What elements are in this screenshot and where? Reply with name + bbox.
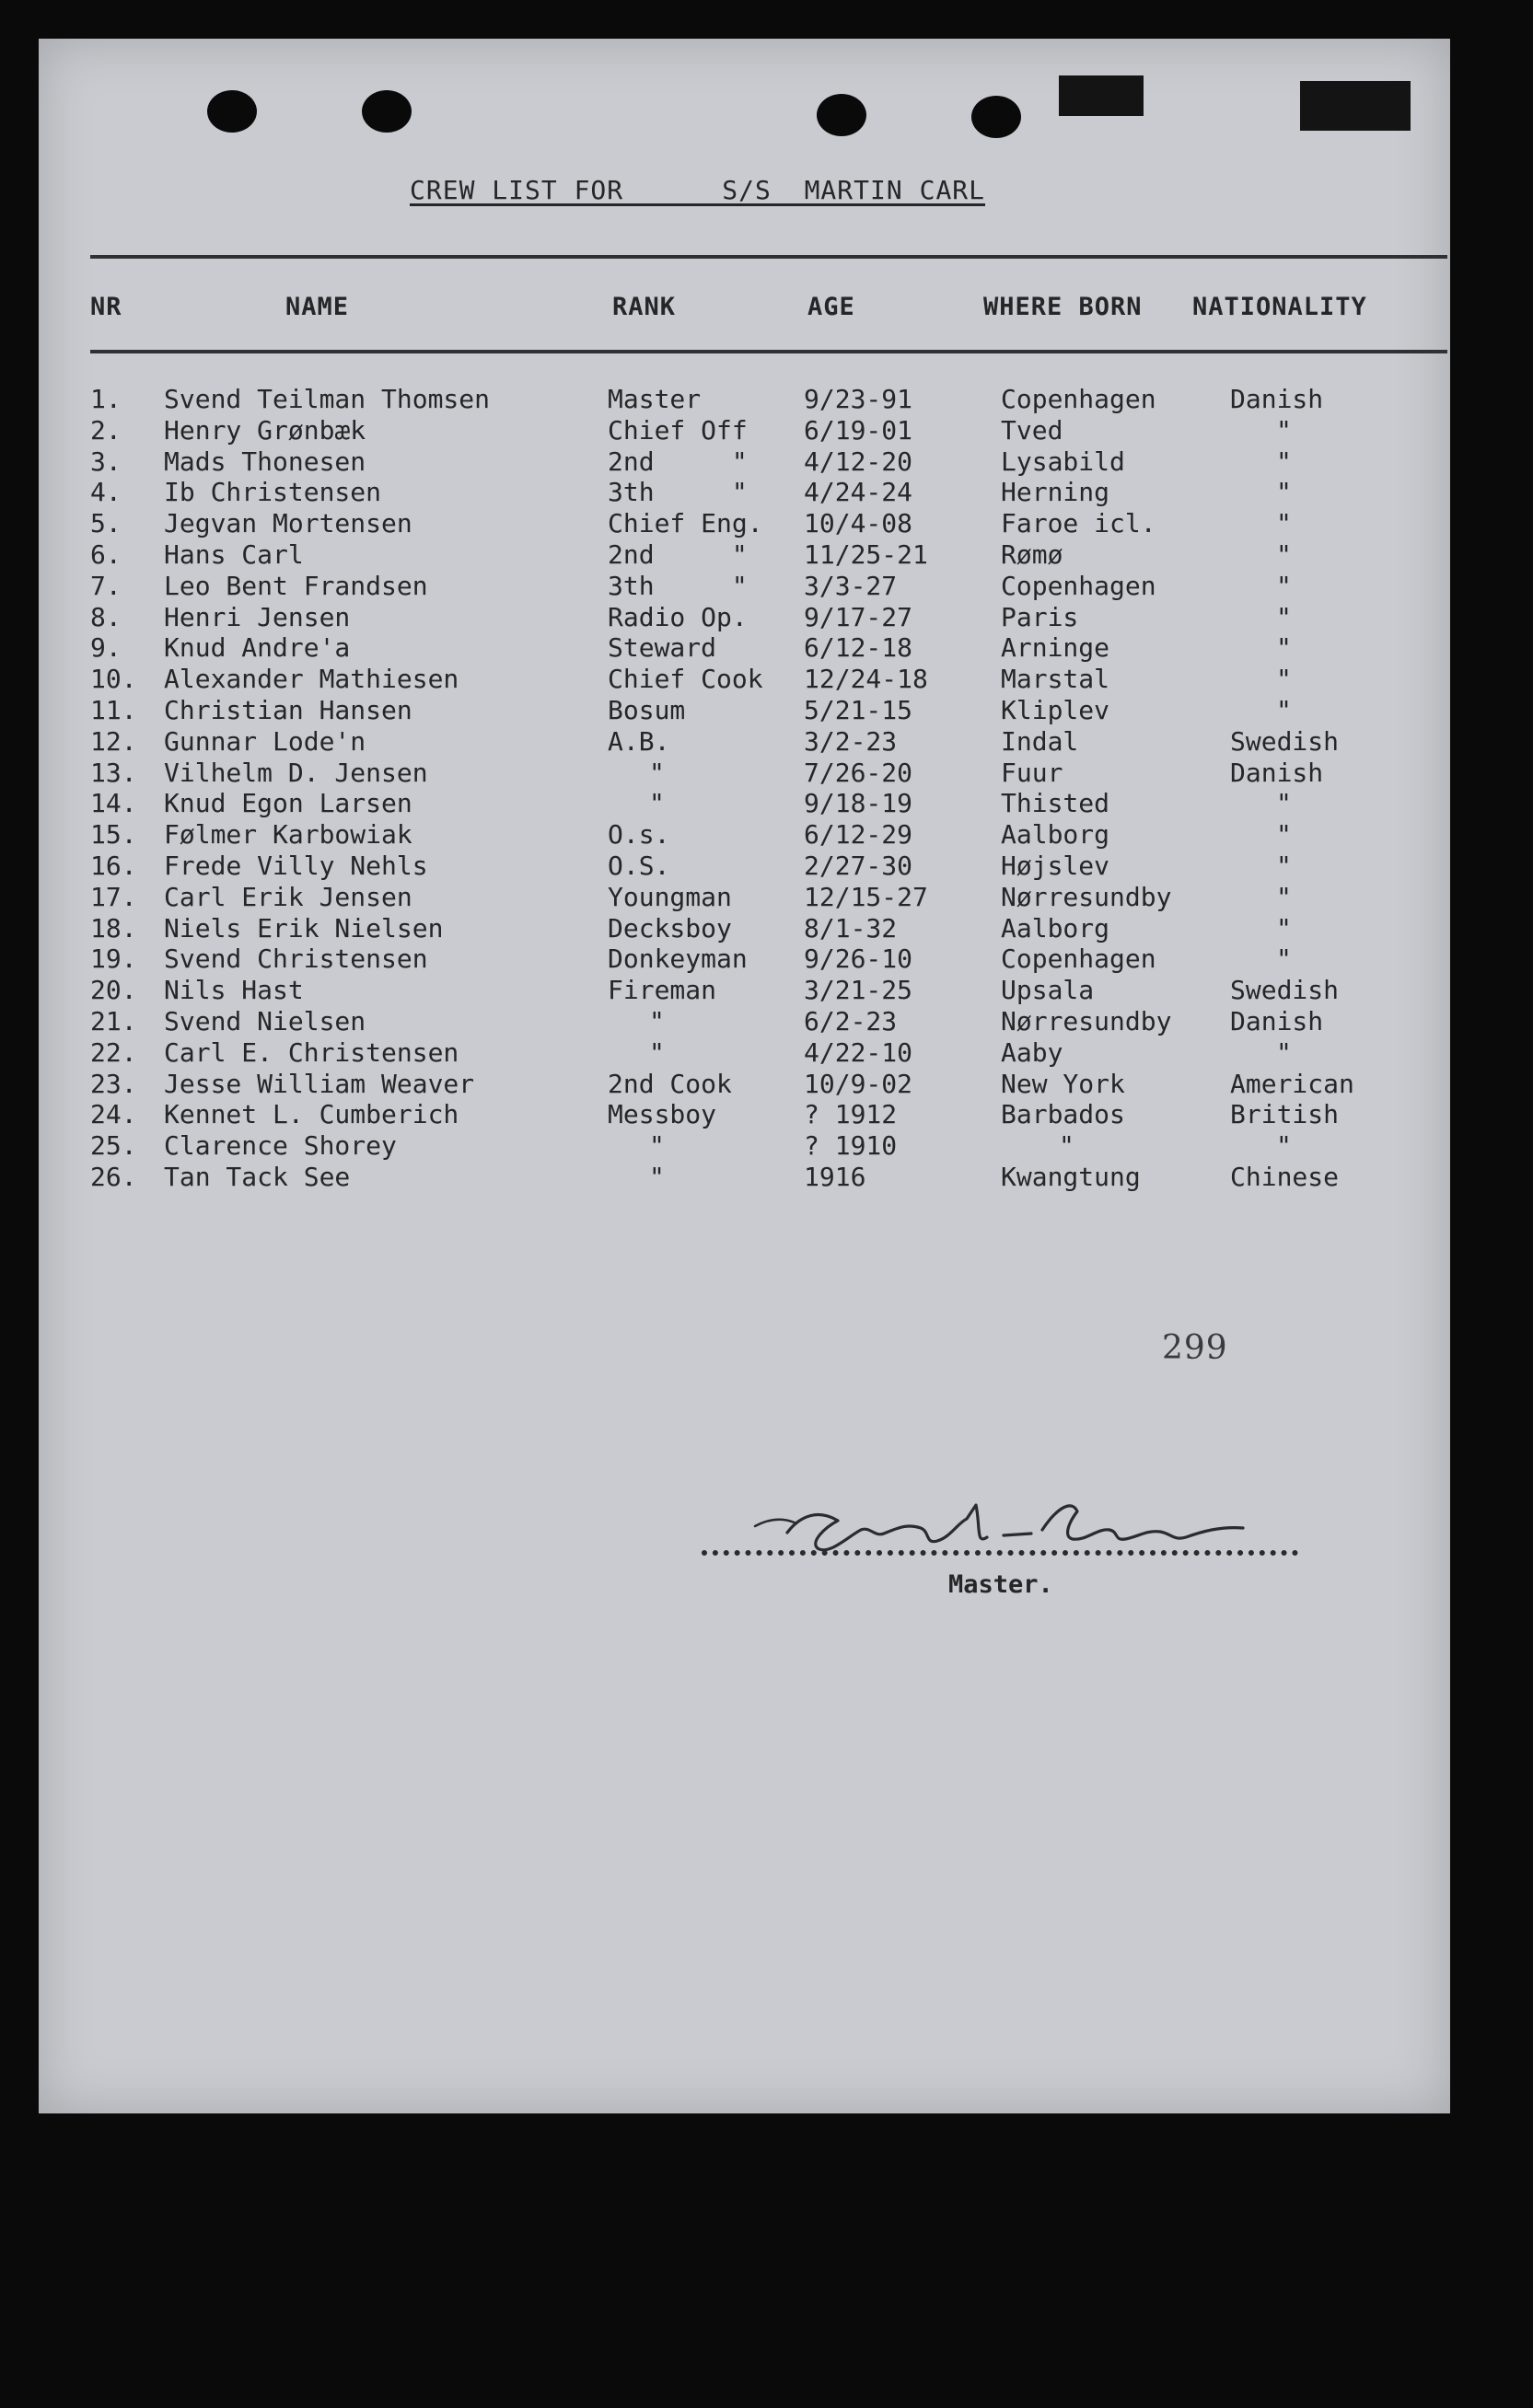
crew-rank: Radio Op. xyxy=(608,601,748,632)
table-row xyxy=(0,851,1533,882)
crew-birthplace: " xyxy=(1059,1130,1074,1162)
crew-number: 26. xyxy=(90,1161,137,1192)
crew-birthplace: Indal xyxy=(1001,725,1079,757)
table-row xyxy=(0,384,1533,415)
crew-rank: 2nd Cook xyxy=(608,1068,732,1099)
table-row xyxy=(0,415,1533,446)
crew-number: 4. xyxy=(90,477,122,508)
crew-rank: " xyxy=(649,1161,665,1192)
table-row xyxy=(0,632,1533,664)
crew-name: Ib Christensen xyxy=(164,477,382,508)
crew-name: Knud Egon Larsen xyxy=(164,788,412,819)
crew-birthplace: Faroe icl. xyxy=(1001,508,1156,539)
table-row xyxy=(0,944,1533,975)
crew-birthdate: 5/21-15 xyxy=(804,694,913,725)
crew-birthplace: Nørresundby xyxy=(1001,881,1172,912)
crew-nationality: British xyxy=(1230,1099,1340,1130)
table-row xyxy=(0,726,1533,758)
table-row xyxy=(0,508,1533,539)
crew-number: 19. xyxy=(90,944,137,975)
crew-name: Carl Erik Jensen xyxy=(164,881,412,912)
header-bottom-rule xyxy=(90,350,1447,353)
column-header-nationality: NATIONALITY xyxy=(1192,293,1367,321)
crew-birthdate: 6/12-18 xyxy=(804,632,913,664)
crew-birthdate: 4/24-24 xyxy=(804,477,913,508)
crew-rank: 3th " xyxy=(608,477,748,508)
page-number: 299 xyxy=(1162,1329,1228,1367)
tape-mark xyxy=(1300,81,1411,131)
crew-number: 16. xyxy=(90,850,137,881)
crew-rank: O.S. xyxy=(608,850,670,881)
column-header-name: NAME xyxy=(285,293,350,321)
crew-number: 6. xyxy=(90,538,122,570)
crew-nationality: " xyxy=(1276,944,1292,975)
crew-name: Nils Hast xyxy=(164,975,304,1006)
crew-name: Henri Jensen xyxy=(164,601,351,632)
crew-number: 7. xyxy=(90,570,122,601)
crew-rank: Steward xyxy=(608,632,717,664)
crew-birthplace: Kliplev xyxy=(1001,694,1110,725)
crew-name: Tan Tack See xyxy=(164,1161,351,1192)
crew-rank: Donkeyman xyxy=(608,944,748,975)
table-row xyxy=(0,882,1533,913)
crew-number: 10. xyxy=(90,664,137,695)
crew-birthdate: 2/27-30 xyxy=(804,850,913,881)
crew-rank: " xyxy=(649,1036,665,1068)
crew-birthplace: Aaby xyxy=(1001,1036,1063,1068)
crew-birthdate: ? 1910 xyxy=(804,1130,898,1162)
crew-birthplace: Lysabild xyxy=(1001,446,1125,477)
crew-nationality: Danish xyxy=(1230,757,1324,788)
crew-birthdate: 4/12-20 xyxy=(804,446,913,477)
crew-name: Henry Grønbæk xyxy=(164,414,366,446)
crew-birthdate: 3/21-25 xyxy=(804,975,913,1006)
crew-number: 23. xyxy=(90,1068,137,1099)
crew-birthplace: Højslev xyxy=(1001,850,1110,881)
crew-nationality: " xyxy=(1276,850,1292,881)
crew-birthdate: 8/1-32 xyxy=(804,912,898,944)
crew-birthplace: Nørresundby xyxy=(1001,1005,1172,1036)
crew-nationality: " xyxy=(1276,632,1292,664)
crew-nationality: " xyxy=(1276,819,1292,851)
crew-birthplace: Kwangtung xyxy=(1001,1161,1141,1192)
crew-rank: " xyxy=(649,1005,665,1036)
crew-rank: Chief Off xyxy=(608,414,748,446)
crew-nationality: Danish xyxy=(1230,1005,1324,1036)
crew-birthplace: Copenhagen xyxy=(1001,944,1156,975)
crew-nationality: American xyxy=(1230,1068,1354,1099)
crew-nationality: " xyxy=(1276,664,1292,695)
crew-rank: Fireman xyxy=(608,975,717,1006)
crew-birthdate: 11/25-21 xyxy=(804,538,928,570)
crew-birthplace: Rømø xyxy=(1001,538,1063,570)
column-header-rank: RANK xyxy=(612,293,677,321)
crew-nationality: " xyxy=(1276,1036,1292,1068)
crew-nationality: " xyxy=(1276,570,1292,601)
crew-number: 5. xyxy=(90,508,122,539)
crew-name: Niels Erik Nielsen xyxy=(164,912,444,944)
crew-number: 3. xyxy=(90,446,122,477)
crew-birthdate: 6/2-23 xyxy=(804,1005,898,1036)
crew-birthdate: 4/22-10 xyxy=(804,1036,913,1068)
crew-name: Følmer Karbowiak xyxy=(164,819,412,851)
table-row xyxy=(0,913,1533,944)
crew-number: 17. xyxy=(90,881,137,912)
crew-birthdate: 9/17-27 xyxy=(804,601,913,632)
crew-rank: " xyxy=(649,788,665,819)
tape-mark xyxy=(1059,75,1144,116)
crew-birthplace: Copenhagen xyxy=(1001,384,1156,414)
table-row xyxy=(0,975,1533,1006)
table-row xyxy=(0,539,1533,571)
crew-rank: Youngman xyxy=(608,881,732,912)
punch-hole xyxy=(207,90,257,133)
crew-rank: Bosum xyxy=(608,694,686,725)
master-signature xyxy=(700,1473,1307,1574)
crew-name: Alexander Mathiesen xyxy=(164,664,459,695)
table-row xyxy=(0,819,1533,851)
crew-birthplace: New York xyxy=(1001,1068,1125,1099)
crew-birthdate: 10/4-08 xyxy=(804,508,913,539)
crew-number: 25. xyxy=(90,1130,137,1162)
crew-number: 11. xyxy=(90,694,137,725)
crew-number: 9. xyxy=(90,632,122,664)
crew-number: 8. xyxy=(90,601,122,632)
table-row xyxy=(0,1006,1533,1037)
crew-birthdate: 3/2-23 xyxy=(804,725,898,757)
crew-birthdate: 12/15-27 xyxy=(804,881,928,912)
crew-name: Kennet L. Cumberich xyxy=(164,1099,459,1130)
crew-number: 12. xyxy=(90,725,137,757)
table-row xyxy=(0,664,1533,695)
crew-number: 22. xyxy=(90,1036,137,1068)
crew-nationality: " xyxy=(1276,446,1292,477)
crew-birthplace: Herning xyxy=(1001,477,1110,508)
crew-nationality: " xyxy=(1276,508,1292,539)
column-header-age: AGE xyxy=(807,293,855,321)
crew-rank: A.B. xyxy=(608,725,670,757)
crew-rank: " xyxy=(649,757,665,788)
crew-number: 2. xyxy=(90,414,122,446)
header-top-rule xyxy=(90,255,1447,259)
crew-rank: 2nd " xyxy=(608,538,748,570)
crew-nationality: " xyxy=(1276,601,1292,632)
crew-birthdate: 1916 xyxy=(804,1161,866,1192)
crew-number: 18. xyxy=(90,912,137,944)
table-row xyxy=(0,602,1533,633)
table-row xyxy=(0,758,1533,789)
punch-hole xyxy=(362,90,412,133)
crew-nationality: " xyxy=(1276,1130,1292,1162)
crew-number: 20. xyxy=(90,975,137,1006)
crew-birthdate: 9/26-10 xyxy=(804,944,913,975)
crew-rank: 2nd " xyxy=(608,446,748,477)
crew-birthdate: 6/19-01 xyxy=(804,414,913,446)
crew-birthplace: Copenhagen xyxy=(1001,570,1156,601)
crew-name: Hans Carl xyxy=(164,538,304,570)
crew-name: Jesse William Weaver xyxy=(164,1068,475,1099)
crew-rank: " xyxy=(649,1130,665,1162)
crew-nationality: Swedish xyxy=(1230,725,1340,757)
crew-birthdate: ? 1912 xyxy=(804,1099,898,1130)
crew-name: Leo Bent Frandsen xyxy=(164,570,428,601)
crew-nationality: Chinese xyxy=(1230,1161,1340,1192)
crew-name: Svend Nielsen xyxy=(164,1005,366,1036)
signature-line xyxy=(702,1550,1298,1556)
crew-nationality: Danish xyxy=(1230,384,1324,414)
crew-rank: 3th " xyxy=(608,570,748,601)
crew-nationality: Swedish xyxy=(1230,975,1340,1006)
table-row xyxy=(0,571,1533,602)
crew-nationality: " xyxy=(1276,477,1292,508)
crew-birthdate: 12/24-18 xyxy=(804,664,928,695)
crew-number: 24. xyxy=(90,1099,137,1130)
crew-birthplace: Tved xyxy=(1001,414,1063,446)
crew-number: 14. xyxy=(90,788,137,819)
crew-rank: Master xyxy=(608,384,702,414)
crew-number: 15. xyxy=(90,819,137,851)
table-row xyxy=(0,477,1533,508)
table-row xyxy=(0,695,1533,726)
crew-birthplace: Marstal xyxy=(1001,664,1110,695)
table-row xyxy=(0,1099,1533,1130)
crew-birthplace: Aalborg xyxy=(1001,819,1110,851)
crew-rank: Messboy xyxy=(608,1099,717,1130)
crew-nationality: " xyxy=(1276,912,1292,944)
crew-nationality: " xyxy=(1276,881,1292,912)
crew-rank: Decksboy xyxy=(608,912,732,944)
crew-nationality: " xyxy=(1276,538,1292,570)
crew-birthdate: 10/9-02 xyxy=(804,1068,913,1099)
crew-name: Knud Andre'a xyxy=(164,632,351,664)
table-row xyxy=(0,1069,1533,1100)
column-header-nr: NR xyxy=(90,293,122,321)
crew-number: 1. xyxy=(90,384,122,414)
table-row xyxy=(0,446,1533,478)
crew-rank: O.s. xyxy=(608,819,670,851)
crew-name: Gunnar Lode'n xyxy=(164,725,366,757)
table-row xyxy=(0,788,1533,819)
crew-birthdate: 3/3-27 xyxy=(804,570,898,601)
crew-name: Christian Hansen xyxy=(164,694,412,725)
crew-birthplace: Upsala xyxy=(1001,975,1095,1006)
crew-name: Carl E. Christensen xyxy=(164,1036,459,1068)
crew-number: 13. xyxy=(90,757,137,788)
crew-birthplace: Aalborg xyxy=(1001,912,1110,944)
crew-table xyxy=(0,384,1533,1193)
crew-name: Svend Teilman Thomsen xyxy=(164,384,491,414)
crew-name: Vilhelm D. Jensen xyxy=(164,757,428,788)
crew-name: Clarence Shorey xyxy=(164,1130,397,1162)
crew-birthplace: Paris xyxy=(1001,601,1079,632)
crew-nationality: " xyxy=(1276,788,1292,819)
crew-birthdate: 9/23-91 xyxy=(804,384,913,414)
crew-nationality: " xyxy=(1276,414,1292,446)
signature-label: Master. xyxy=(948,1570,1053,1599)
crew-birthplace: Fuur xyxy=(1001,757,1063,788)
crew-number: 21. xyxy=(90,1005,137,1036)
crew-name: Mads Thonesen xyxy=(164,446,366,477)
crew-birthdate: 9/18-19 xyxy=(804,788,913,819)
column-header-born: WHERE BORN xyxy=(983,293,1143,321)
table-row xyxy=(0,1162,1533,1193)
crew-birthdate: 7/26-20 xyxy=(804,757,913,788)
table-row xyxy=(0,1037,1533,1069)
crew-birthplace: Barbados xyxy=(1001,1099,1125,1130)
table-row xyxy=(0,1130,1533,1162)
crew-birthdate: 6/12-29 xyxy=(804,819,913,851)
crew-birthplace: Thisted xyxy=(1001,788,1110,819)
crew-name: Jegvan Mortensen xyxy=(164,508,412,539)
crew-birthplace: Arninge xyxy=(1001,632,1110,664)
crew-nationality: " xyxy=(1276,694,1292,725)
crew-name: Frede Villy Nehls xyxy=(164,850,428,881)
punch-hole xyxy=(817,94,866,136)
document-title: CREW LIST FOR S/S MARTIN CARL xyxy=(410,175,986,205)
punch-hole xyxy=(971,96,1021,138)
crew-name: Svend Christensen xyxy=(164,944,428,975)
crew-rank: Chief Eng. xyxy=(608,508,763,539)
crew-rank: Chief Cook xyxy=(608,664,763,695)
